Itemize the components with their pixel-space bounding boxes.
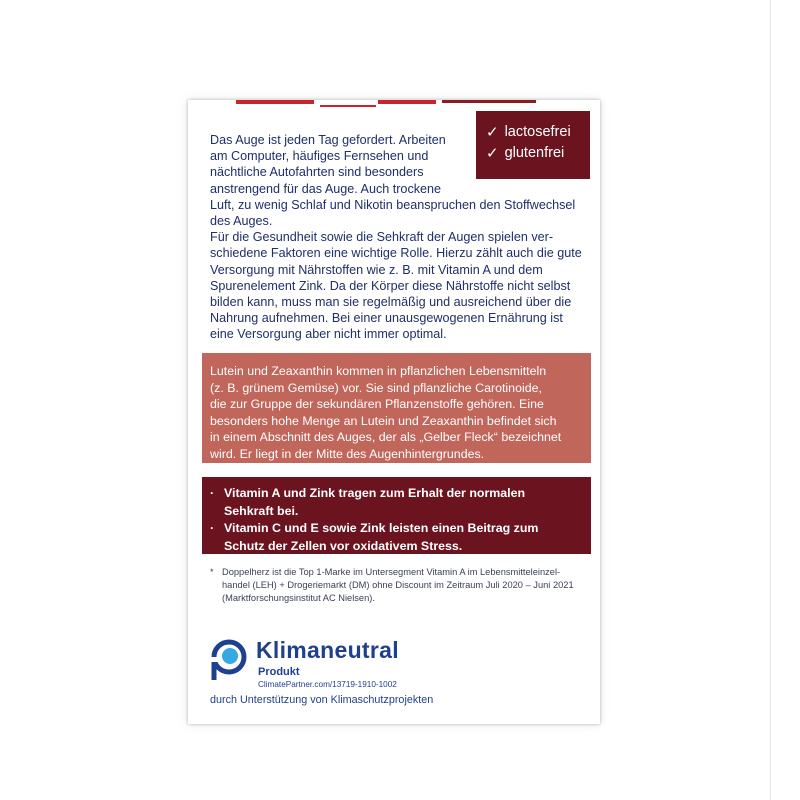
text-line: Das Auge ist jeden Tag gefordert. Arbeiten — [210, 133, 446, 147]
text-line: Nahrung aufnehmen. Bei einer unausgewogenen Ernährung ist — [210, 311, 563, 326]
footnote-star: * — [210, 567, 214, 577]
text-line: nächtliche Autofahrten sind besonders — [210, 165, 424, 180]
text-line: die zur Gruppe der sekundären Pflanzenstoffe gehören. Eine — [210, 397, 544, 411]
bullet: · — [210, 486, 215, 500]
text-line: besonders hohe Menge an Lutein und Zeaxanthin befindet sich — [210, 413, 557, 428]
badge-label: glutenfrei — [504, 145, 565, 161]
strip-segment — [320, 100, 376, 107]
text-line: in einem Abschnitt des Auges, der als „Gelber Fleck“ bezeichnet — [210, 430, 562, 444]
text-line: (z. B. grünem Gemüse) vor. Sie sind pflanzliche Carotinoide, — [210, 380, 542, 395]
text-line: wird. Er liegt in der Mitte des Augenhintergrundes. — [210, 446, 485, 461]
health-claims-panel — [202, 477, 591, 554]
strip-segment — [442, 100, 536, 103]
klima-support-text: durch Unterstützung von Klimaschutzprojekten — [210, 694, 434, 706]
claim-item — [210, 485, 583, 520]
text-line: Doppelherz ist die Top 1-Marke im Untersegment Vitamin A im Lebensmitteleinzel- — [222, 567, 561, 577]
intro-text — [210, 132, 582, 343]
text-line: eine Versorgung aber nicht immer optimal. — [210, 327, 447, 342]
claim-text — [224, 520, 538, 555]
climatepartner-url: ClimatePartner.com/13719-1910-1002 — [258, 680, 397, 689]
claim-text — [224, 485, 525, 520]
text-line: Lutein und Zeaxanthin kommen in pflanzlichen Lebensmitteln — [210, 364, 547, 378]
text-line: des Auges. — [210, 214, 273, 229]
footnote-text — [222, 566, 574, 605]
text-line: Spurenelement Zink. Da der Körper diese Nährstoffe nicht selbst — [210, 278, 571, 293]
text-line: Luft, zu wenig Schlaf und Nikotin beanspruchen den Stoffwechsel — [210, 197, 576, 212]
page-edge-line — [770, 0, 771, 800]
klimaneutral-title: Klimaneutral — [256, 637, 399, 663]
product-box-back — [188, 100, 600, 724]
check-icon: ✓ — [486, 123, 499, 141]
text-line: bilden kann, muss man sie regelmäßig und ausreichend über die — [210, 295, 572, 310]
intro-paragraph-1-cont — [210, 197, 582, 229]
strip-segment — [378, 100, 436, 104]
text-line: Schutz der Zellen vor oxidativem Stress. — [224, 538, 463, 553]
footnote — [210, 566, 590, 605]
text-line: (Marktforschungsinstitut AC Nielsen). — [222, 593, 375, 603]
climatepartner-icon — [210, 638, 248, 682]
text-line: Versorgung mit Nährstoffen wie z. B. mit Vitamin A und dem — [210, 262, 543, 277]
text-line: Sehkraft bei. — [224, 503, 299, 518]
bullet: · — [210, 521, 215, 535]
intro-paragraph-1 — [210, 132, 472, 197]
lutein-info-panel — [202, 353, 591, 463]
text-line: handel (LEH) + Drogeriemarkt (DM) ohne Discount im Zeitraum Juli 2020 – Juni 2021 — [222, 580, 574, 590]
text-line: Vitamin C und E sowie Zink leisten einen Beitrag zum — [224, 521, 539, 535]
text-line: am Computer, häufiges Fernsehen und — [210, 149, 429, 164]
box-top-print-strip — [236, 100, 536, 108]
text-line: anstrengend für das Auge. Auch trockene — [210, 181, 442, 196]
check-icon: ✓ — [486, 144, 499, 162]
text-line: Für die Gesundheit sowie die Sehkraft der Augen spielen ver- — [210, 230, 554, 245]
badge-label: lactosefrei — [504, 124, 571, 140]
klimaneutral-subtitle: Produkt — [258, 666, 300, 678]
intro-paragraph-2 — [210, 229, 582, 342]
strip-segment — [236, 100, 314, 104]
text-line: schiedene Faktoren eine wichtige Rolle. Hierzu zählt auch die gute — [210, 246, 582, 261]
claim-item — [210, 520, 583, 555]
text-line: Vitamin A und Zink tragen zum Erhalt der normalen — [224, 486, 526, 500]
